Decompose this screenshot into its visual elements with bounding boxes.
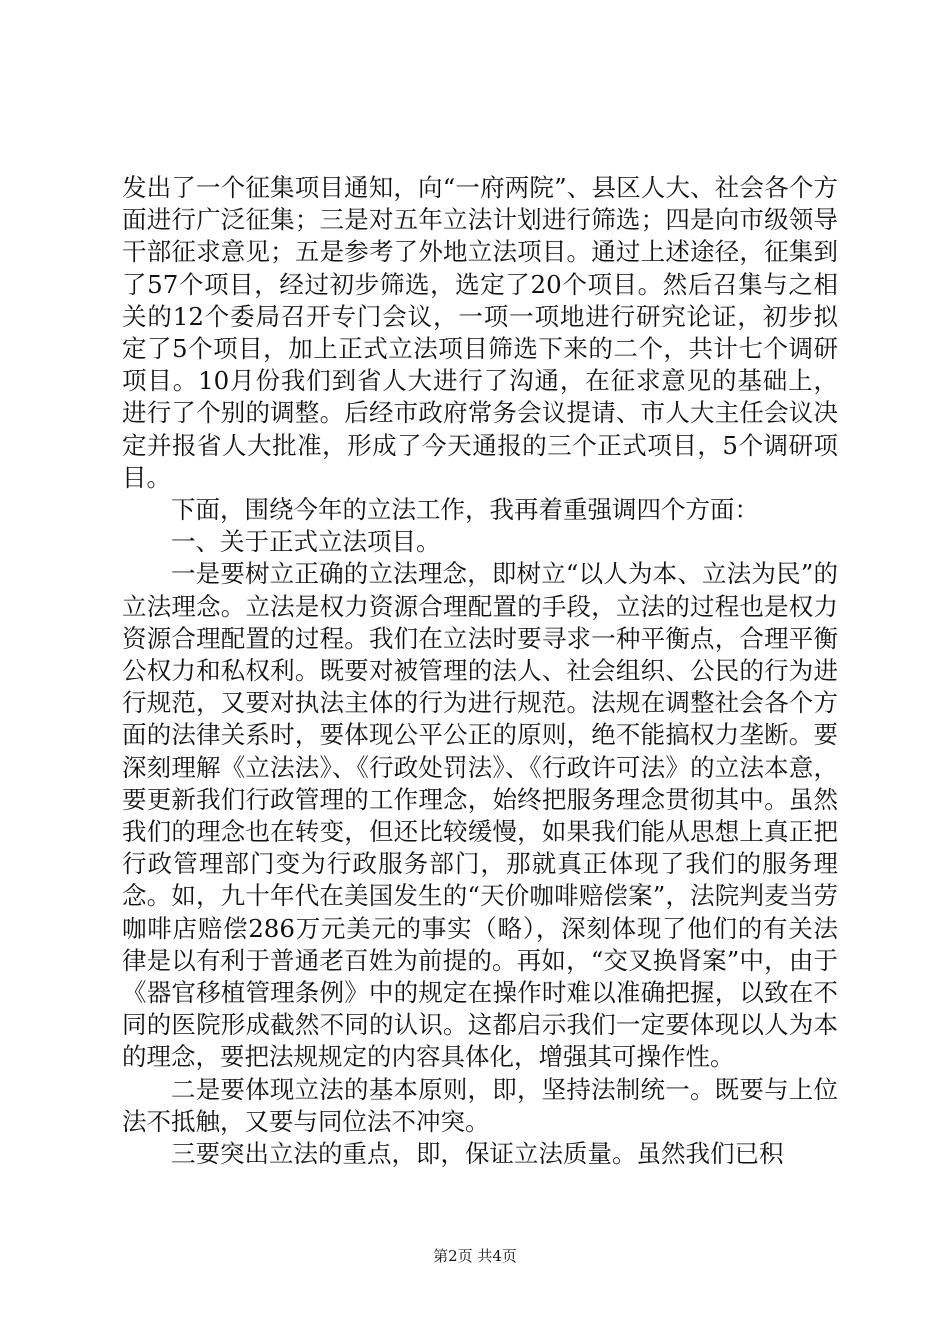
paragraph-point-one: 一是要树立正确的立法理念，即树立“以人为本、立法为民”的立法理念。立法是权力资源合理配置的手段，立法的过程也是权力资源合理配置的过程。我们在立法时要寻求一种平衡点，合理平衡公权力和私权利。既要对被管理的法人、社会组织、公民的行为进行规范，又要对执法主体的行为进行规范。法规在调整社会各个方面的法律关系时，要体现公平公正的原则，绝不能搞权力垄断。要深刻理解《立法法》、《行政处罚法》、《行政许可法》的立法本意，要更新我们行政管理的工作理念，始终把服务理念贯彻其中。虽然我们的理念也在转变，但还比较缓慢，如果我们能从思想上真正把行政管理部门变为行政服务部门，那就真正体现了我们的服务理念。如，九十年代在美国发生的“天价咖啡赔偿案”，法院判麦当劳咖啡店赔偿286万元美元的事实（略），深刻体现了他们的有关法律是以有利于普通老百姓为前提的。再如，“交叉换肾案”中，由于《器官移植管理条例》中的规定在操作时难以准确把握，以致在不同的医院形成截然不同的认识。这都启示我们一定要体现以人为本的理念，要把法规规定的内容具体化，增强其可操作性。 [122,559,838,1072]
paragraph-continuation: 发出了一个征集项目通知，向“一府两院”、县区人大、社会各个方面进行广泛征集；三是对五年立法计划进行筛选；四是向市级领导干部征求意见；五是参考了外地立法项目。通过上述途径，征集到了57个项目，经过初步筛选，选定了20个项目。然后召集与之相关的12个委局召开专门会议，一项一项地进行研究论证，初步拟定了5个项目，加上正式立法项目筛选下来的二个，共计七个调研项目。10月份我们到省人大进行了沟通，在征求意见的基础上，进行了个别的调整。后经市政府常务会议提请、市人大主任会议决定并报省人大批准，形成了今天通报的三个正式项目，5个调研项目。 [122,173,838,492]
section-heading-formal-projects: 一、关于正式立法项目。 [171,527,441,557]
document-body [122,172,838,1170]
paragraph-point-two: 二是要体现立法的基本原则，即，坚持法制统一。既要与上位法不抵触，又要与同位法不冲突。 [122,1074,838,1136]
paragraph-intro-four-aspects: 下面，围绕今年的立法工作，我再着重强调四个方面： [171,495,759,525]
page-number-footer: 第2页 共4页 [433,1247,517,1265]
paragraph-point-three: 三要突出立法的重点，即，保证立法质量。虽然我们已积 [171,1139,784,1169]
